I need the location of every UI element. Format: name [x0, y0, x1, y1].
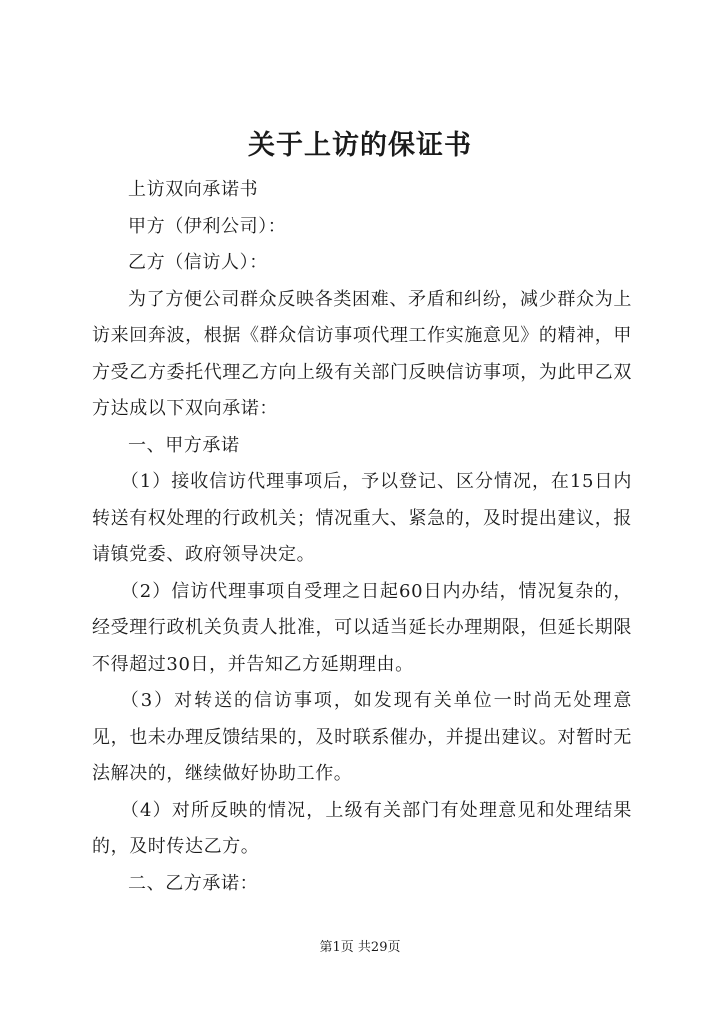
document-title: 关于上访的保证书	[248, 130, 472, 161]
paragraph-item-4: （4）对所反映的情况，上级有关部门有处理意见和处理结果的，及时传达乙方。	[92, 799, 632, 857]
paragraph-party-b: 乙方（信访人）：	[128, 252, 268, 273]
paragraph-subtitle: 上访双向承诺书	[128, 179, 259, 200]
section-heading-party-b: 二、乙方承诺：	[128, 872, 259, 894]
paragraph-item-1: （1）接收信访代理事项后，予以登记、区分情况，在15日内转送有权处理的行政机关；情况重大、紧急的，及时提出建议，报请镇党委、政府领导决定。	[92, 471, 632, 565]
page-number: 第1页 共29页	[319, 940, 401, 955]
document-body	[92, 172, 632, 902]
section-heading-party-a: 一、甲方承诺	[128, 434, 240, 456]
paragraph-item-2: （2）信访代理事项自受理之日起60日内办结，情况复杂的，经受理行政机关负责人批准，可以适当延长办理期限，但延长期限不得超过30日，并告知乙方延期理由。	[92, 580, 632, 675]
paragraph-item-3: （3）对转送的信访事项，如发现有关单位一时尚无处理意见，也未办理反馈结果的，及时联系催办，并提出建议。对暂时无法解决的，继续做好协助工作。	[92, 690, 632, 784]
paragraph-intro: 为了方便公司群众反映各类困难、矛盾和纠纷，减少群众为上访来回奔波，根据《群众信访事项代理工作实施意见》的精神，甲方受乙方委托代理乙方向上级有关部门反映信访事项，为此甲乙双方达成以下双向承诺：	[92, 288, 632, 419]
paragraph-party-a: 甲方（伊利公司）：	[128, 215, 287, 237]
